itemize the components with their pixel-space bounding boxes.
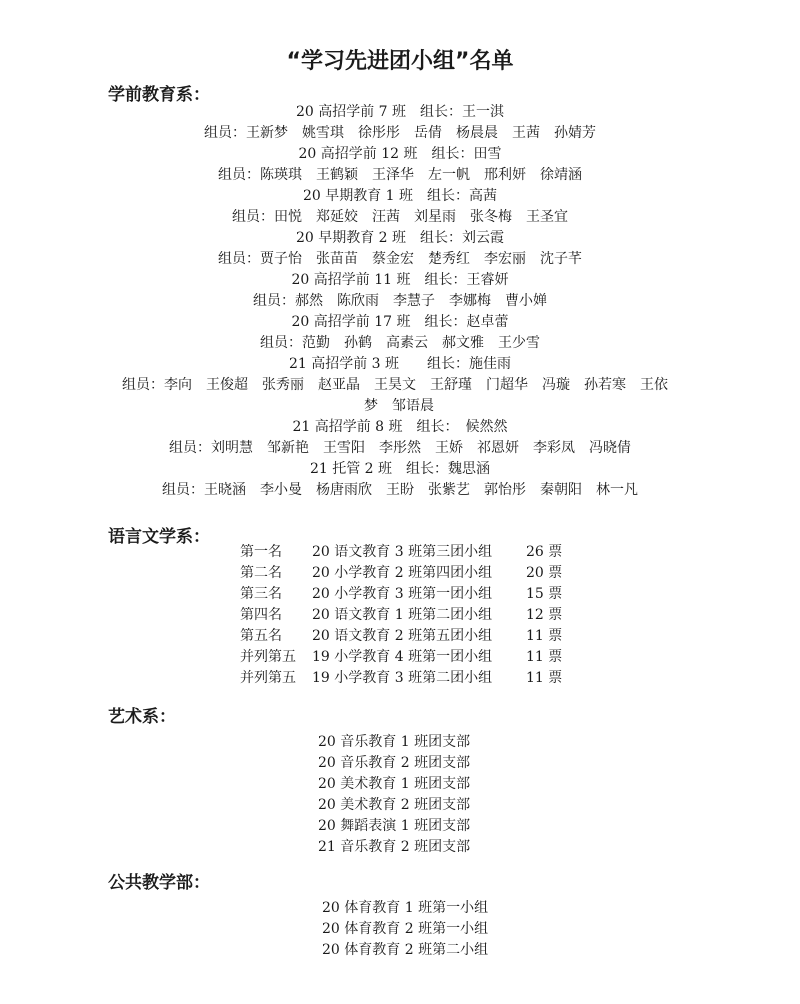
section-heading-preschool: 学前教育系： [108,85,210,105]
group-cell: 20 语文教育 1 班第二团小组 [312,607,493,623]
list-line: 20 高招学前 12 班 组长：田雪 [298,146,502,162]
rank-cell: 第三名 [240,586,282,602]
list-item: 20 音乐教育 2 班团支部 [318,755,471,771]
list-line: 21 高招学前 3 班 组长：施佳雨 [288,356,512,372]
list-line: 组员：田悦 郑延姣 汪茜 刘星雨 张冬梅 王圣宜 [232,209,568,225]
votes-cell: 26 票 [526,544,563,560]
list-line: 组员：王新梦 姚雪琪 徐彤彤 岳倩 杨晨晨 王茜 孙婧芳 [204,125,596,141]
list-line: 组员：王晓涵 李小曼 杨唐雨欣 王盼 张紫艺 郭怡彤 秦朝阳 林一凡 [162,482,638,498]
list-line: 组员：刘明慧 邹新艳 王雪阳 李彤然 王娇 祁恩妍 李彩凤 冯晓倩 [169,440,631,456]
list-line: 20 高招学前 7 班 组长：王一淇 [295,104,505,120]
list-line: 21 托管 2 班 组长：魏思涵 [309,461,491,477]
document-title: “学习先进团小组”名单 [286,49,514,74]
rank-cell: 并列第五 [240,670,296,686]
table-row [240,605,586,626]
group-cell: 19 小学教育 3 班第二团小组 [312,670,493,686]
list-item: 20 舞蹈表演 1 班团支部 [318,818,471,834]
table-row [240,626,586,647]
arts-list [318,732,538,858]
group-cell: 20 语文教育 3 班第三团小组 [312,544,493,560]
list-line: 21 高招学前 8 班 组长： 候然然 [292,419,508,435]
list-item: 20 体育教育 2 班第一小组 [322,921,489,937]
preschool-list-a [0,102,800,375]
table-row [240,647,586,668]
list-line: 组员：陈瑛琪 王鹤颖 王泽华 左一帆 邢利妍 徐靖涵 [218,167,582,183]
rank-cell: 第四名 [240,607,282,623]
list-item: 20 体育教育 1 班第一小组 [322,900,489,916]
section-heading-literature: 语言文学系： [108,527,210,547]
list-item: 20 体育教育 2 班第二小组 [322,942,489,958]
list-line: 组员：范勤 孙鹤 高素云 郝文雅 王少雪 [260,335,540,351]
votes-cell: 11 票 [526,670,563,686]
list-line: 20 高招学前 11 班 组长：王睿妍 [291,272,509,288]
list-line: 梦 邹语晨 [364,398,434,414]
list-item: 20 音乐教育 1 班团支部 [318,734,471,750]
group-cell: 20 小学教育 3 班第一团小组 [312,586,493,602]
list-item: 20 美术教育 1 班团支部 [318,776,471,792]
rank-cell: 第一名 [240,544,282,560]
table-row [240,542,586,563]
votes-cell: 11 票 [526,628,563,644]
list-line: 20 早期教育 2 班 组长：刘云霞 [295,230,505,246]
list-line: 组员：郝然 陈欣雨 李慧子 李娜梅 曹小婵 [253,293,547,309]
preschool-long-line [122,375,702,417]
votes-cell: 15 票 [526,586,563,602]
preschool-list-b [0,417,800,501]
group-cell: 20 语文教育 2 班第五团小组 [312,628,493,644]
rank-cell: 第二名 [240,565,282,581]
list-item: 20 美术教育 2 班团支部 [318,797,471,813]
ranking-table [240,542,586,689]
section-heading-arts: 艺术系： [108,707,176,727]
rank-cell: 第五名 [240,628,282,644]
votes-cell: 11 票 [526,649,563,665]
list-line: 组员：贾子怡 张苗苗 蔡金宏 楚秀红 李宏丽 沈子芊 [218,251,582,267]
public-teaching-list [322,898,542,961]
list-item: 21 音乐教育 2 班团支部 [318,839,471,855]
list-line: 20 高招学前 17 班 组长：赵卓蕾 [291,314,509,330]
list-line: 20 早期教育 1 班 组长：高茜 [302,188,498,204]
rank-cell: 并列第五 [240,649,296,665]
section-heading-public-teaching: 公共教学部： [108,873,210,893]
votes-cell: 20 票 [526,565,563,581]
group-cell: 20 小学教育 2 班第四团小组 [312,565,493,581]
votes-cell: 12 票 [526,607,563,623]
table-row [240,584,586,605]
table-row [240,563,586,584]
list-line: 组员：李向 王俊超 张秀丽 赵亚晶 王昊文 王舒瑾 门超华 冯璇 孙若寒 王依 [122,377,668,393]
table-row [240,668,586,689]
group-cell: 19 小学教育 4 班第一团小组 [312,649,493,665]
